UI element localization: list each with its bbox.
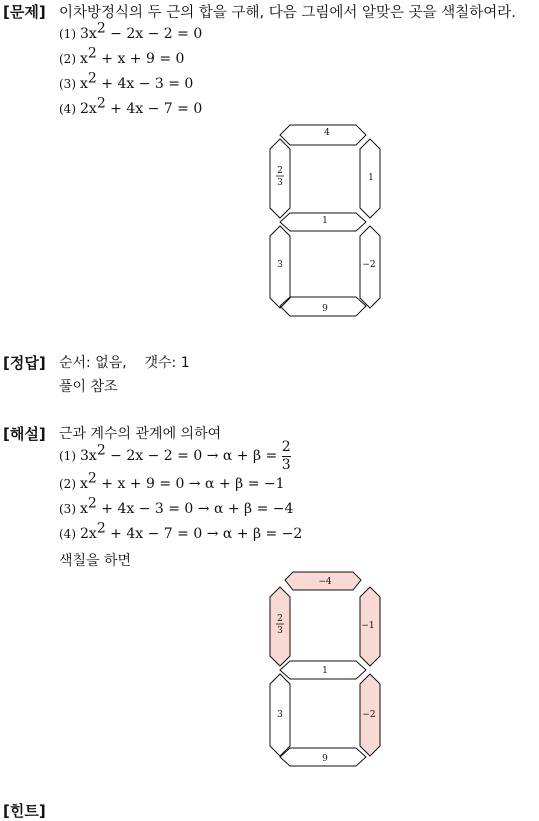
problem-item-2: (2) $x^2 + x + 9 = 0$	[59, 45, 185, 67]
problem-item-4: (4) $2x^2 + 4x - 7 = 0$	[59, 95, 203, 117]
segment-upper-left-label-num: 2	[277, 166, 283, 176]
explanation-item-1: (1) $3x^2 - 2x - 2 = 0 \to \alpha + \beta$ = $\frac{2}{3}$	[59, 439, 291, 473]
segment-upper-left-label-den: 3	[277, 178, 283, 188]
problem-tag: [문제]	[3, 3, 46, 21]
explanation-segment-figure	[268, 570, 383, 770]
explanation-item-2: (2) $x^2 + x + 9 = 0 \to \alpha + \beta = -1$	[59, 470, 285, 492]
segment-lower-left-label: 3	[277, 710, 283, 720]
answer-line-2: 풀이 참조	[59, 379, 118, 395]
explanation-fraction: $\frac{2}{3}$	[281, 439, 291, 473]
explanation-item-4: (4) $2x^2 + 4x - 7 = 0 \to \alpha + \beta = -2$	[59, 520, 303, 542]
answer-tag: [정답]	[3, 354, 46, 372]
segment-lower-left-label: 3	[277, 260, 283, 270]
problem-instruction: 이차방정식의 두 근의 합을 구해, 다음 그림에서 알맞은 곳을 색칠하여라.	[59, 5, 516, 21]
answer-line-1: 순서: 없음, 갯수: 1	[59, 355, 190, 371]
segment-middle-label: 1	[322, 666, 328, 676]
segment-lower-right-label: −2	[362, 710, 376, 720]
segment-upper-left-label-num: 2	[277, 614, 283, 624]
segment-upper-left-label-den: 3	[277, 626, 283, 636]
problem-item-3: (3) $x^2 + 4x - 3 = 0$	[59, 70, 194, 92]
explanation-tag: [해설]	[3, 425, 46, 443]
segment-top-label: −4	[318, 577, 332, 587]
problem-item-1: (1) $3x^2 - 2x - 2 = 0$	[59, 20, 203, 42]
segment-top	[280, 125, 366, 145]
segment-bottom-label: 9	[322, 754, 328, 764]
segment-top-label: 4	[324, 128, 330, 138]
explanation-item-3: (3) $x^2 + 4x - 3 = 0 \to \alpha + \beta = -4$	[59, 495, 294, 517]
problem-segment-figure	[268, 122, 383, 320]
explanation-intro: 근과 계수의 관계에 의하여	[59, 426, 222, 442]
segment-middle-label: 1	[322, 216, 328, 226]
explanation-outro: 색칠을 하면	[59, 553, 132, 569]
segment-lower-right-label: −2	[362, 260, 376, 270]
segment-bottom-label: 9	[322, 304, 328, 314]
segment-upper-right-label: −1	[361, 621, 375, 631]
segment-upper-right-label: 1	[368, 173, 374, 183]
hint-tag: [힌트]	[3, 802, 46, 820]
